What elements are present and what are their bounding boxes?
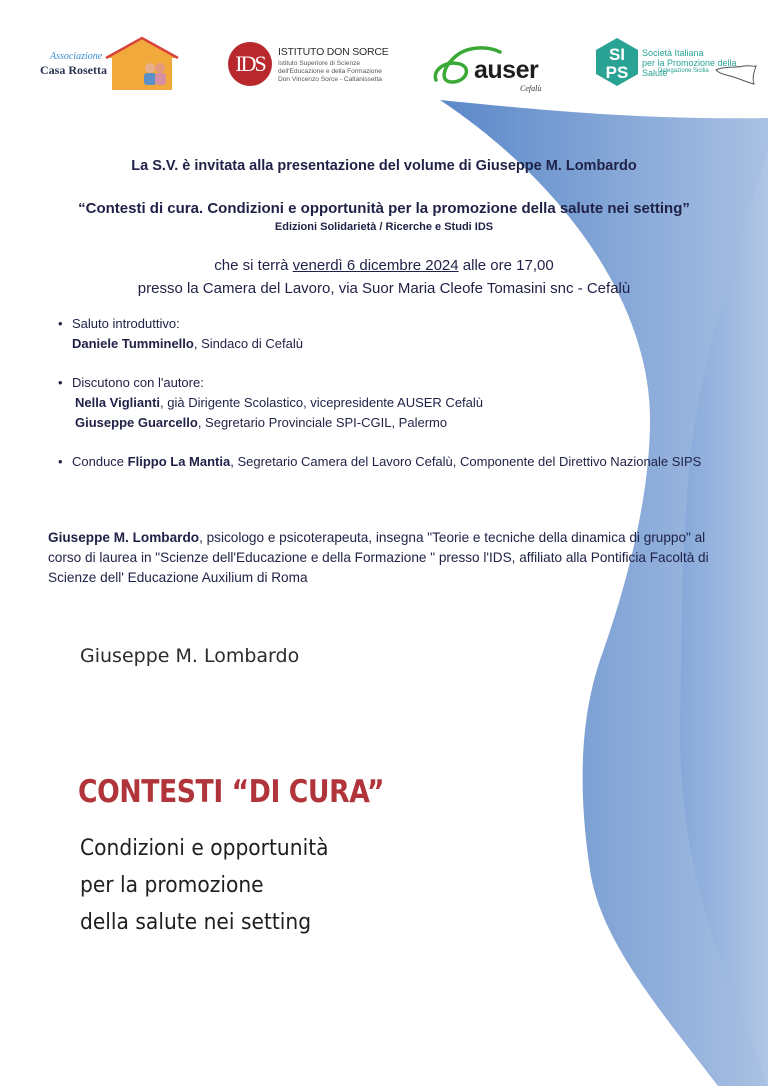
ids-line: Istituto Superiore di Scienze (278, 60, 361, 67)
event-date-time (0, 257, 768, 274)
program-label: Conduce (72, 454, 128, 469)
sips-hexagon-icon (596, 38, 638, 86)
auser-wordmark: auser (474, 56, 539, 84)
program-list (56, 314, 736, 491)
logo-istituto-don-sorce (228, 42, 400, 88)
event-time: alle ore 17,00 (458, 257, 554, 274)
cover-author: Giuseppe M. Lombardo (80, 645, 300, 667)
sicily-map-icon (714, 64, 758, 86)
speaker (72, 413, 736, 433)
cover-subtitle (80, 830, 329, 941)
sips-name-line: Società Italiana (642, 48, 704, 58)
event-location: presso la Camera del Lavoro, via Suor Maria Cleofe Tomasini snc - Cefalù (137, 280, 631, 297)
program-label: Discutono con l'autore: (72, 375, 204, 390)
speaker (72, 334, 736, 354)
house-family-icon (104, 36, 180, 90)
ids-monogram: IDS (228, 42, 272, 86)
speaker-role: , Sindaco di Cefalù (193, 336, 303, 351)
logo-auser (432, 40, 562, 98)
book-title: “Contesti di cura. Condizioni e opportunità per la promozione della salute nei setting” (78, 200, 690, 217)
book-editions: Edizioni Solidarietà / Ricerche e Studi IDS (274, 221, 494, 233)
speaker-name: Nella Viglianti (75, 395, 161, 410)
logo-line: Associazione (50, 51, 103, 62)
auser-city: Cefalù (520, 84, 542, 93)
logo-casa-rosetta (38, 36, 180, 90)
speaker-role: , già Dirigente Scolastico, vicepresidente AUSER Cefalù (160, 395, 484, 410)
svg-text:PS: PS (605, 63, 629, 82)
ids-title: ISTITUTO DON SORCE (278, 46, 389, 58)
sips-delegation: Delegazione Sicilia (658, 68, 709, 74)
speaker-name: Daniele Tumminello (72, 336, 194, 351)
speaker-role: , Segretario Provinciale SPI-CGIL, Palermo (197, 415, 448, 430)
program-item-greeting (56, 314, 736, 354)
author-bio (48, 528, 728, 588)
logo-sips (596, 38, 762, 94)
program-item-moderator (56, 452, 702, 472)
cover-subtitle-line: della salute nei setting (80, 910, 312, 935)
invitation-intro: La S.V. è invitata alla presentazione del volume di Giuseppe M. Lombardo (131, 158, 637, 174)
event-date: venerdì 6 dicembre 2024 (292, 257, 459, 274)
cover-title: CONTESTI “DI CURA” (78, 774, 385, 810)
program-item-discussants (56, 373, 736, 433)
cover-subtitle-line: Condizioni e opportunità (80, 836, 329, 861)
moderator-name: Flippo La Mantia (127, 454, 231, 469)
bio-author-name: Giuseppe M. Lombardo (48, 530, 200, 545)
ids-line: dell'Educazione e della Formazione (278, 68, 382, 75)
sips-name-line: per la Promozione della Salute (642, 58, 737, 78)
ids-line: Don Vincenzo Sorce - Caltanissetta (278, 76, 382, 83)
date-prefix: che si terrà (214, 257, 293, 274)
program-label: Saluto introduttivo: (72, 316, 180, 331)
speaker (72, 393, 736, 413)
logo-line: Casa Rosetta (40, 63, 107, 77)
cover-subtitle-line: per la promozione (80, 873, 264, 898)
svg-text:SI: SI (608, 45, 626, 64)
speaker-name: Giuseppe Guarcello (75, 415, 198, 430)
moderator-role: , Segretario Camera del Lavoro Cefalù, Componente del Direttivo Nazionale SIPS (230, 454, 702, 469)
bio-text: , psicologo e psicoterapeuta, insegna "Teorie e tecniche della dinamica di gruppo" al corso di laurea in "Scienze dell'Educazione e della Formazione " presso l'IDS, affiliato alla Pontificia Facoltà di Scienze dell' Educazione Auxilium di Roma (48, 530, 709, 585)
ids-subtitle (278, 60, 382, 84)
